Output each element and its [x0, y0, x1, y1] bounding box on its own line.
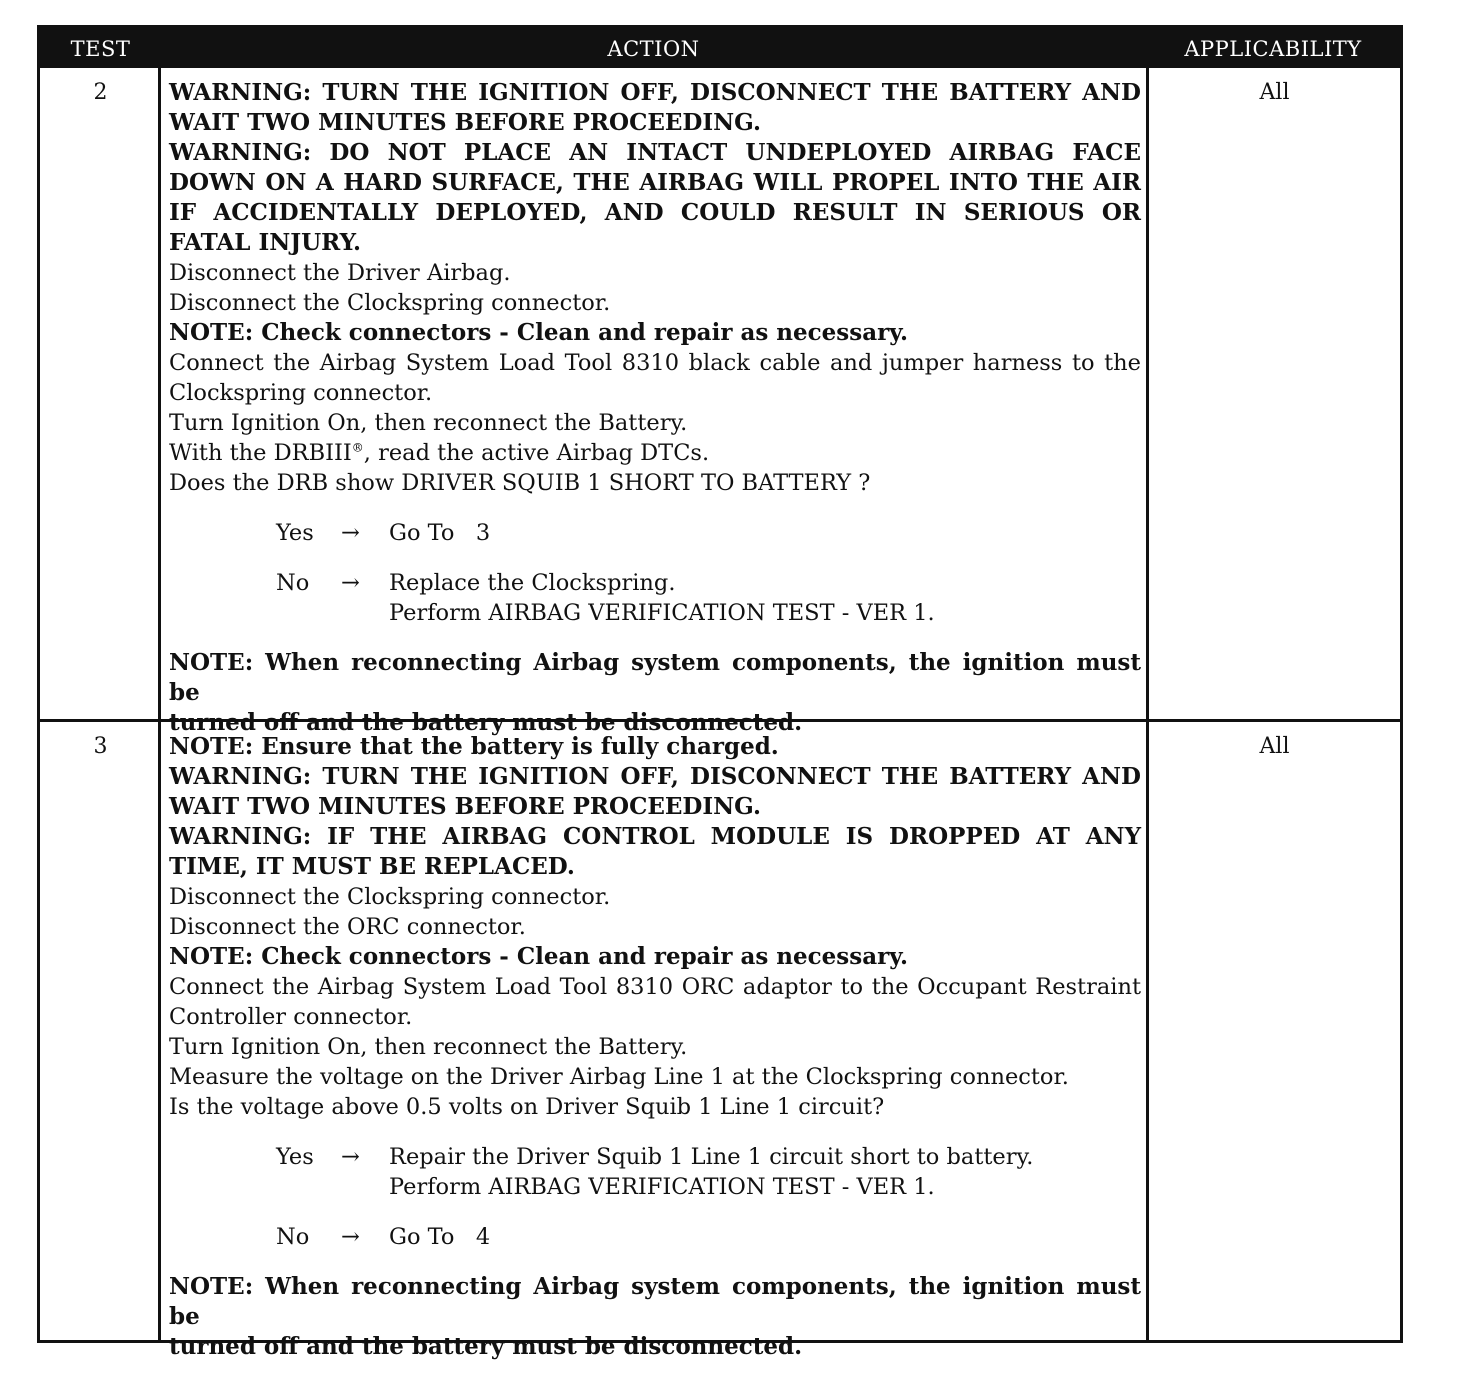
yes-label: Yes	[276, 520, 314, 546]
question-text: Is the voltage above 0.5 volts on Driver Squib 1 Line 1 circuit?	[169, 1094, 885, 1120]
column-divider	[1146, 722, 1149, 1340]
instruction-text: Controller connector.	[169, 1004, 413, 1030]
right-arrow-icon: →	[341, 520, 360, 546]
warning-text: TIME, IT MUST BE REPLACED.	[169, 853, 575, 880]
yes-branch	[169, 1142, 1141, 1172]
warning-text: WARNING: TURN THE IGNITION OFF, DISCONNECT THE BATTERY AND	[169, 79, 1141, 106]
warning-text: FATAL INJURY.	[169, 229, 362, 256]
instruction-text-part: With the DRBIII	[169, 440, 352, 466]
warning-text: WAIT TWO MINUTES BEFORE PROCEEDING.	[169, 793, 761, 820]
note-text: NOTE: Check connectors - Clean and repair as necessary.	[169, 319, 908, 346]
instruction-text-part: , read the active Airbag DTCs.	[363, 440, 710, 466]
instruction-text: Connect the Airbag System Load Tool 8310 black cable and jumper harness to the	[169, 350, 1141, 376]
action-cell	[169, 732, 1141, 1362]
column-divider	[158, 68, 161, 719]
no-result: Replace the Clockspring.	[389, 570, 676, 596]
warning-text: IF ACCIDENTALLY DEPLOYED, AND COULD RESULT IN SERIOUS OR	[169, 199, 1141, 226]
instruction-text: Measure the voltage on the Driver Airbag Line 1 at the Clockspring connector.	[169, 1064, 1069, 1090]
instruction-text: Turn Ignition On, then reconnect the Battery.	[169, 1034, 688, 1060]
warning-text: DOWN ON A HARD SURFACE, THE AIRBAG WILL PROPEL INTO THE AIR	[169, 169, 1141, 196]
instruction-text: Clockspring connector.	[169, 380, 433, 406]
right-arrow-icon: →	[341, 570, 360, 596]
header-applicability: APPLICABILITY	[1184, 37, 1362, 61]
yes-result: Repair the Driver Squib 1 Line 1 circuit short to battery.	[389, 1144, 1034, 1170]
yes-branch-continued	[169, 1172, 1141, 1202]
warning-text: WARNING: IF THE AIRBAG CONTROL MODULE IS DROPPED AT ANY	[169, 823, 1141, 850]
action-cell	[169, 78, 1141, 738]
reconnect-note: turned off and the battery must be disconnected.	[169, 1333, 803, 1360]
right-arrow-icon: →	[341, 1224, 360, 1250]
registered-mark: ®	[351, 440, 364, 455]
no-result-verify: Perform AIRBAG VERIFICATION TEST - VER 1.	[389, 600, 935, 626]
right-arrow-icon: →	[341, 1144, 360, 1170]
procedure-table	[37, 25, 1403, 1360]
applicability-value: All	[1259, 80, 1290, 105]
column-divider	[1146, 68, 1149, 719]
reconnect-note: turned off and the battery must be disconnected.	[169, 709, 803, 736]
no-result: Go To 4	[389, 1224, 491, 1250]
no-branch-continued	[169, 598, 1141, 628]
column-divider	[158, 722, 161, 1340]
header-action: ACTION	[607, 37, 700, 61]
instruction-text: Connect the Airbag System Load Tool 8310 ORC adaptor to the Occupant Restraint	[169, 974, 1141, 1000]
note-text: NOTE: Ensure that the battery is fully charged.	[169, 733, 779, 760]
header-test: TEST	[70, 37, 131, 61]
instruction-text: Disconnect the Clockspring connector.	[169, 290, 611, 316]
instruction-text: Turn Ignition On, then reconnect the Battery.	[169, 410, 688, 436]
instruction-text: Disconnect the Driver Airbag.	[169, 260, 511, 286]
yes-branch	[169, 518, 1141, 548]
instruction-text: Disconnect the ORC connector.	[169, 914, 526, 940]
note-text: NOTE: Check connectors - Clean and repair as necessary.	[169, 943, 908, 970]
no-branch	[169, 568, 1141, 598]
warning-text: WARNING: DO NOT PLACE AN INTACT UNDEPLOYED AIRBAG FACE	[169, 139, 1141, 166]
warning-text: WAIT TWO MINUTES BEFORE PROCEEDING.	[169, 109, 761, 136]
test-row-3	[40, 719, 1400, 1360]
reconnect-note: NOTE: When reconnecting Airbag system components, the ignition must be	[169, 649, 1141, 706]
yes-label: Yes	[276, 1144, 314, 1170]
test-number: 2	[93, 80, 108, 105]
reconnect-note: NOTE: When reconnecting Airbag system components, the ignition must be	[169, 1273, 1141, 1330]
instruction-text: Disconnect the Clockspring connector.	[169, 884, 611, 910]
table-header	[40, 28, 1400, 68]
no-label: No	[276, 1224, 310, 1250]
yes-result-verify: Perform AIRBAG VERIFICATION TEST - VER 1.	[389, 1174, 935, 1200]
yes-result: Go To 3	[389, 520, 491, 546]
no-branch	[169, 1222, 1141, 1252]
test-row-2	[40, 68, 1400, 736]
test-number: 3	[93, 734, 108, 759]
no-label: No	[276, 570, 310, 596]
warning-text: WARNING: TURN THE IGNITION OFF, DISCONNECT THE BATTERY AND	[169, 763, 1141, 790]
applicability-value: All	[1259, 734, 1290, 759]
question-text: Does the DRB show DRIVER SQUIB 1 SHORT TO BATTERY ?	[169, 470, 871, 496]
instruction-text	[169, 438, 1141, 468]
